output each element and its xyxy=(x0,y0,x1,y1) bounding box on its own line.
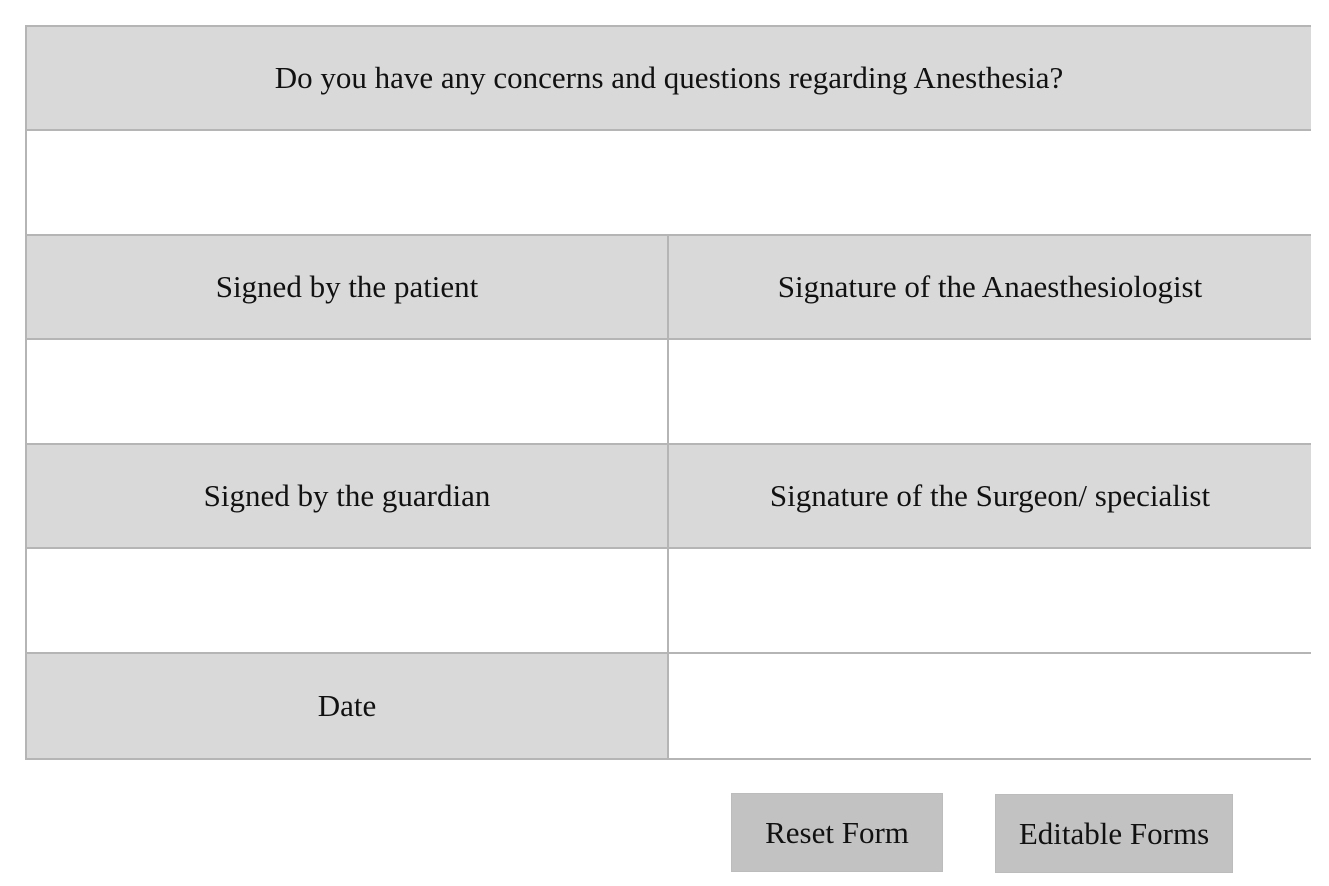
guardian-signature-field[interactable] xyxy=(27,549,667,651)
date-field[interactable] xyxy=(669,654,1311,758)
editable-forms-button[interactable]: Editable Forms xyxy=(995,794,1233,873)
reset-form-button[interactable]: Reset Form xyxy=(731,793,943,872)
surgeon-signature-cell xyxy=(669,549,1311,653)
anaesthesiologist-signature-label: Signature of the Anaesthesiologist xyxy=(669,236,1311,340)
patient-signature-label: Signed by the patient xyxy=(27,236,669,340)
guardian-signature-label: Signed by the guardian xyxy=(27,445,669,549)
date-cell xyxy=(669,654,1311,758)
surgeon-signature-field[interactable] xyxy=(669,549,1311,651)
patient-signature-cell xyxy=(27,340,669,444)
concerns-question-label: Do you have any concerns and questions regarding Anesthesia? xyxy=(27,27,1311,131)
concerns-answer-field[interactable] xyxy=(27,131,1311,233)
anaesthesiologist-signature-field[interactable] xyxy=(669,340,1311,442)
date-label: Date xyxy=(27,654,669,758)
patient-signature-field[interactable] xyxy=(27,340,667,442)
anesthesia-consent-form xyxy=(25,25,1311,760)
guardian-signature-cell xyxy=(27,549,669,653)
surgeon-signature-label: Signature of the Surgeon/ specialist xyxy=(669,445,1311,549)
anaesthesiologist-signature-cell xyxy=(669,340,1311,444)
concerns-answer-cell xyxy=(27,131,1311,235)
